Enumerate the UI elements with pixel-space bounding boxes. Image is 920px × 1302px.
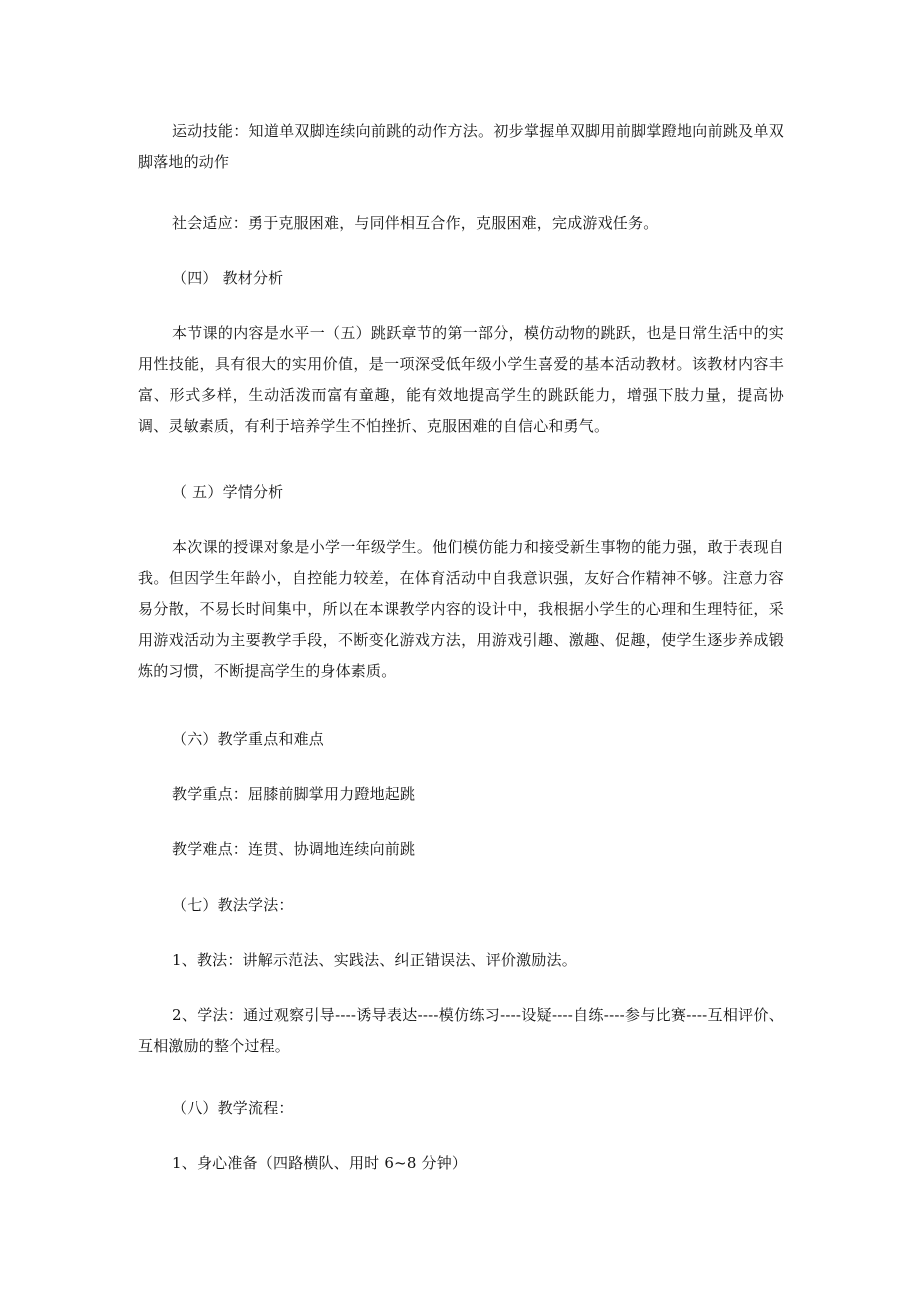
key-point-line: 教学重点：屈膝前脚掌用力蹬地起跳: [172, 785, 416, 803]
section-heading-process: （八）教学流程：: [172, 1099, 294, 1117]
social-adaptation-paragraph: 社会适应：勇于克服困难，与同伴相互合作，克服困难，完成游戏任务。: [172, 214, 659, 232]
section-heading-material-analysis: （四） 教材分析: [172, 269, 284, 287]
learning-method-paragraph: 2、学法：通过观察引导----诱导表达----模仿练习----设疑----自练----参与比赛----互相评价、互相激励的整个过程。: [138, 1006, 784, 1055]
process-step-1-line: 1、身心准备（四路横队、用时 6~8 分钟）: [172, 1154, 468, 1172]
material-analysis-paragraph: 本节课的内容是水平一（五）跳跃章节的第一部分，模仿动物的跳跃，也是日常生活中的实用性技能，具有很大的实用价值，是一项深受低年级小学生喜爱的基本活动教材。该教材内容丰富、形式多样，生动活泼而富有童趣，能有效地提高学生的跳跃能力，增强下肢力量，提高协调、灵敏素质，有利于培养学生不怕挫折、克服困难的自信心和勇气。: [138, 324, 784, 435]
section-heading-key-points: （六）教学重点和难点: [172, 730, 325, 748]
difficulty-line: 教学难点：连贯、协调地连续向前跳: [172, 840, 416, 858]
student-analysis-paragraph: 本次课的授课对象是小学一年级学生。他们模仿能力和接受新生事物的能力强，敢于表现自我。但因学生年龄小，自控能力较差，在体育活动中自我意识强，友好合作精神不够。注意力容易分散，不易长时间集中，所以在本课教学内容的设计中，我根据小学生的心理和生理特征，采用游戏活动为主要教学手段，不断变化游戏方法，用游戏引趣、激趣、促趣，使学生逐步养成锻炼的习惯，不断提高学生的身体素质。: [138, 538, 784, 680]
section-heading-methods: （七）教法学法：: [172, 896, 294, 914]
teaching-method-line: 1、教法：讲解示范法、实践法、纠正错误法、评价激励法。: [172, 951, 577, 969]
section-heading-student-analysis: （ 五）学情分析: [172, 483, 284, 501]
motor-skill-paragraph: 运动技能：知道单双脚连续向前跳的动作方法。初步掌握单双脚用前脚掌蹬地向前跳及单双脚落地的动作: [138, 122, 784, 171]
